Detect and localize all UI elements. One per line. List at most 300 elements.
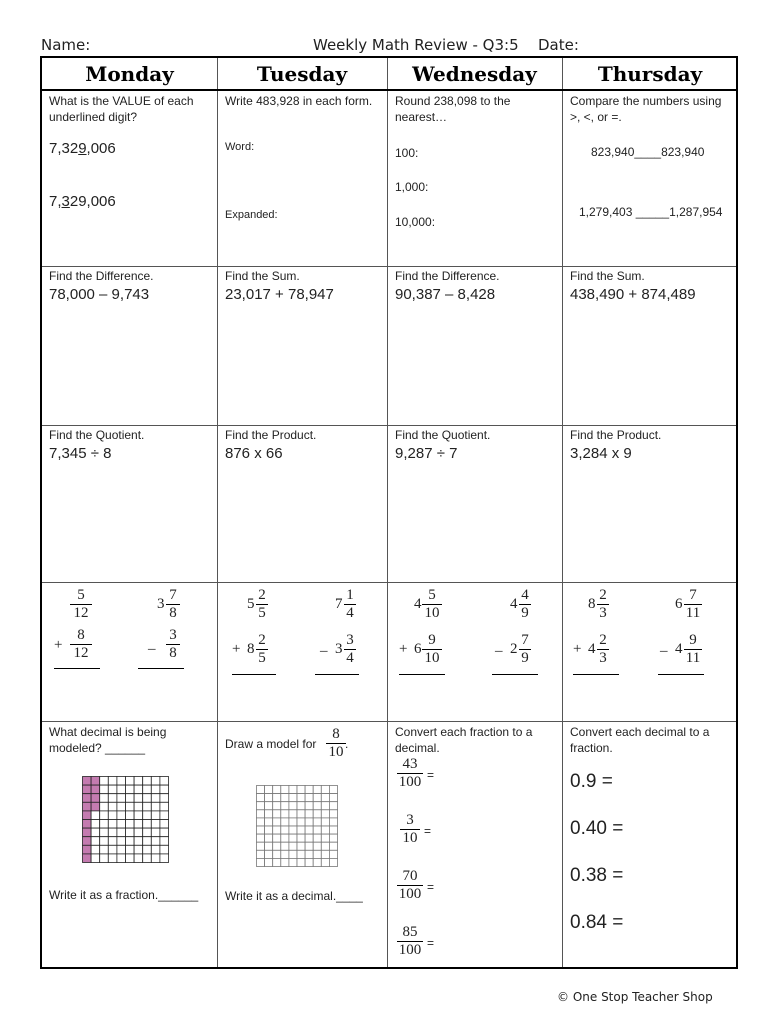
grid-square [134, 811, 143, 820]
grid-square [281, 826, 289, 834]
grid-square [321, 850, 329, 858]
grid-square [265, 826, 273, 834]
grid-square [117, 837, 126, 846]
grid-square [126, 837, 135, 846]
grid-square [281, 786, 289, 794]
whole-number: 5 [247, 596, 255, 612]
mon-r3-expr: 7,345 ÷ 8 [49, 445, 112, 462]
plus-sign: + [232, 641, 241, 657]
grid-square [281, 818, 289, 826]
grid-square [265, 850, 273, 858]
wed-round-10000: 10,000: [395, 215, 436, 229]
grid-square [126, 828, 135, 837]
fraction: $\frac{9}{11}$ [685, 632, 701, 666]
decimal-model-grid [82, 776, 170, 864]
minus-sign: – [495, 643, 503, 659]
whole-number: 8 [588, 596, 596, 612]
grid-square [273, 818, 281, 826]
whole-number: 2 [510, 641, 518, 657]
grid-square [265, 818, 273, 826]
grid-square [321, 794, 329, 802]
fraction: $\frac{8}{12}$ [70, 627, 92, 662]
grid-square [126, 777, 135, 786]
fraction: $\frac{3}{4}$ [344, 632, 356, 667]
grid-square [281, 834, 289, 842]
grid-square [257, 834, 265, 842]
grid-square [126, 811, 135, 820]
day-header-wednesday: Wednesday [412, 62, 537, 86]
grid-square [134, 854, 143, 863]
grid-square [297, 858, 305, 866]
grid-square [289, 810, 297, 818]
grid-square [329, 818, 337, 826]
grid-square [91, 820, 100, 829]
wed-round-1000: 1,000: [395, 180, 429, 194]
grid-square [313, 802, 321, 810]
grid-square [143, 802, 152, 811]
grid-square [151, 811, 160, 820]
wed-r3-expr: 9,287 ÷ 7 [395, 445, 458, 462]
whole-number: 4 [414, 596, 422, 612]
grid-square [100, 802, 109, 811]
plus-sign: + [54, 637, 63, 653]
equals-sign: = [427, 880, 435, 894]
fraction: $\frac{7}{11}$ [685, 587, 701, 621]
tue-r2-expr: 23,017 + 78,947 [225, 286, 334, 303]
wed-r1-prompt: Round 238,098 to the nearest… [395, 94, 511, 124]
grid-square [160, 777, 169, 786]
grid-square [305, 786, 313, 794]
grid-square [160, 845, 169, 854]
grid-square [305, 794, 313, 802]
shaded-square [91, 777, 100, 786]
fraction: $\frac{2}{3}$ [597, 632, 609, 667]
grid-square [273, 794, 281, 802]
thu-r3-label: Find the Product. [570, 428, 662, 442]
grid-square [329, 810, 337, 818]
grid-square [281, 794, 289, 802]
day-header-monday: Monday [85, 62, 174, 86]
grid-square [289, 858, 297, 866]
row-divider [42, 721, 736, 722]
grid-square [100, 811, 109, 820]
mon-r1-number2: 7,329,006 [49, 193, 116, 210]
grid-square [273, 810, 281, 818]
grid-square [151, 820, 160, 829]
grid-square [297, 826, 305, 834]
grid-square [257, 842, 265, 850]
grid-square [160, 828, 169, 837]
grid-square [100, 785, 109, 794]
wed-round-100: 100: [395, 146, 419, 160]
grid-square [273, 850, 281, 858]
grid-square [108, 777, 117, 786]
grid-square [265, 802, 273, 810]
grid-square [329, 858, 337, 866]
grid-square [289, 786, 297, 794]
grid-square [126, 802, 135, 811]
grid-square [108, 802, 117, 811]
grid-square [297, 850, 305, 858]
grid-square [257, 850, 265, 858]
minus-sign: – [320, 643, 328, 659]
minus-sign: – [660, 643, 668, 659]
whole-number: 3 [335, 641, 343, 657]
grid-square [134, 845, 143, 854]
fraction: $\frac{70}{100}$ [398, 868, 422, 902]
tue-r3-expr: 876 x 66 [225, 445, 283, 462]
tue-r2-label: Find the Sum. [225, 269, 300, 283]
grid-square [321, 858, 329, 866]
shaded-square [91, 785, 100, 794]
plus-sign: + [399, 641, 408, 657]
grid-square [117, 854, 126, 863]
grid-square [329, 826, 337, 834]
answer-line [658, 674, 704, 675]
minus-sign: – [148, 641, 156, 657]
footer-copyright: © One Stop Teacher Shop [557, 990, 713, 1004]
grid-square [117, 794, 126, 803]
grid-square [108, 785, 117, 794]
grid-square [160, 854, 169, 863]
wed-r5-prompt: Convert each fraction to a decimal. [395, 725, 533, 755]
grid-square [117, 802, 126, 811]
grid-square [305, 810, 313, 818]
grid-square [108, 828, 117, 837]
grid-square [321, 834, 329, 842]
grid-square [160, 820, 169, 829]
grid-square [126, 820, 135, 829]
answer-line [399, 674, 445, 675]
grid-square [329, 834, 337, 842]
date-label: Date: [538, 36, 579, 54]
fraction: $\frac{2}{5}$ [256, 587, 268, 622]
grid-square [151, 794, 160, 803]
wed-r3-label: Find the Quotient. [395, 428, 491, 442]
tue-r3-label: Find the Product. [225, 428, 317, 442]
whole-number: 4 [588, 641, 596, 657]
grid-square [257, 810, 265, 818]
grid-square [108, 794, 117, 803]
thu-r2-expr: 438,490 + 874,489 [570, 286, 696, 303]
grid-square [265, 842, 273, 850]
grid-square [134, 794, 143, 803]
grid-square [313, 850, 321, 858]
shaded-square [83, 854, 92, 863]
header-divider [42, 89, 736, 91]
grid-square [313, 834, 321, 842]
answer-line [315, 674, 359, 675]
grid-square [108, 820, 117, 829]
grid-square [143, 820, 152, 829]
answer-line [492, 674, 538, 675]
whole-number: 3 [157, 596, 165, 612]
thu-decimal-2: 0.40 = [570, 818, 624, 839]
grid-square [297, 842, 305, 850]
grid-square [305, 842, 313, 850]
grid-square [273, 826, 281, 834]
answer-line [232, 674, 276, 675]
grid-square [329, 850, 337, 858]
grid-square [160, 811, 169, 820]
grid-square [313, 818, 321, 826]
wed-r2-expr: 90,387 – 8,428 [395, 286, 496, 303]
column-divider [387, 58, 388, 967]
thu-r3-expr: 3,284 x 9 [570, 445, 632, 462]
grid-square [143, 837, 152, 846]
grid-square [281, 842, 289, 850]
mon-r2-expr: 78,000 – 9,743 [49, 286, 150, 303]
empty-model-grid [256, 785, 339, 868]
mon-r1-prompt: What is the VALUE of each underlined digit? [49, 94, 194, 124]
whole-number: 7 [335, 596, 343, 612]
tue-decimal-prompt: Write it as a decimal.____ [225, 889, 363, 903]
grid-square [100, 837, 109, 846]
grid-square [143, 777, 152, 786]
fraction: $\frac{3}{8}$ [166, 627, 180, 662]
grid-square [151, 828, 160, 837]
fraction: $\frac{2}{5}$ [256, 632, 268, 667]
grid-square [108, 854, 117, 863]
grid-square [305, 850, 313, 858]
grid-square [265, 810, 273, 818]
grid-square [305, 802, 313, 810]
day-header-tuesday: Tuesday [256, 62, 348, 86]
grid-square [321, 810, 329, 818]
grid-square [321, 786, 329, 794]
thu-r5-prompt: Convert each decimal to a fraction. [570, 725, 710, 755]
fraction: $\frac{7}{8}$ [166, 587, 180, 622]
grid-square [91, 837, 100, 846]
fraction: $\frac{3}{10}$ [400, 812, 420, 847]
grid-square [91, 854, 100, 863]
grid-square [160, 794, 169, 803]
worksheet-title: Weekly Math Review - Q3:5 [313, 36, 519, 54]
grid-square [305, 826, 313, 834]
row-divider [42, 425, 736, 426]
grid-square [160, 802, 169, 811]
grid-square [257, 858, 265, 866]
grid-square [100, 794, 109, 803]
grid-square [143, 785, 152, 794]
thu-compare-2: 1,279,403 _____1,287,954 [579, 205, 723, 219]
grid-square [297, 834, 305, 842]
fraction: $\frac{5}{10}$ [422, 587, 442, 622]
grid-square [273, 802, 281, 810]
equals-sign: = [424, 824, 432, 838]
grid-square [134, 777, 143, 786]
grid-square [100, 820, 109, 829]
grid-square [160, 785, 169, 794]
grid-square [297, 786, 305, 794]
tue-word-label: Word: [225, 141, 255, 153]
thu-decimal-1: 0.9 = [570, 771, 613, 792]
tue-expanded-label: Expanded: [225, 209, 278, 221]
shaded-square [83, 820, 92, 829]
fraction: $\frac{9}{10}$ [422, 632, 442, 667]
answer-line [138, 668, 184, 669]
answer-line [54, 668, 100, 669]
grid-square [313, 826, 321, 834]
grid-square [321, 802, 329, 810]
grid-square [91, 845, 100, 854]
grid-square [151, 785, 160, 794]
whole-number: 6 [414, 641, 422, 657]
grid-square [143, 845, 152, 854]
shaded-square [83, 794, 92, 803]
grid-square [273, 858, 281, 866]
grid-square [151, 837, 160, 846]
grid-square [297, 810, 305, 818]
grid-square [126, 854, 135, 863]
grid-square [108, 837, 117, 846]
grid-square [297, 802, 305, 810]
grid-square [134, 820, 143, 829]
grid-square [289, 802, 297, 810]
grid-square [281, 810, 289, 818]
equals-sign: = [427, 936, 435, 950]
shaded-square [83, 837, 92, 846]
shaded-square [83, 777, 92, 786]
grid-square [321, 818, 329, 826]
grid-square [273, 786, 281, 794]
grid-square [257, 818, 265, 826]
whole-number: 6 [675, 596, 683, 612]
grid-square [305, 858, 313, 866]
fraction: $\frac{43}{100}$ [398, 756, 422, 790]
grid-square [134, 837, 143, 846]
grid-square [329, 786, 337, 794]
shaded-square [83, 845, 92, 854]
grid-square [108, 811, 117, 820]
grid-square [289, 826, 297, 834]
grid-square [151, 777, 160, 786]
grid-square [321, 826, 329, 834]
grid-square [91, 811, 100, 820]
column-divider [562, 58, 563, 967]
grid-square [313, 842, 321, 850]
grid-square [305, 834, 313, 842]
thu-r1-prompt: Compare the numbers using >, <, or =. [570, 94, 722, 124]
grid-square [289, 850, 297, 858]
grid-square [281, 802, 289, 810]
shaded-square [83, 802, 92, 811]
fraction: $\frac{7}{9}$ [519, 632, 531, 667]
grid-square [257, 802, 265, 810]
grid-square [126, 785, 135, 794]
grid-square [100, 777, 109, 786]
day-header-thursday: Thursday [597, 62, 703, 86]
shaded-square [91, 802, 100, 811]
wed-r2-label: Find the Difference. [395, 269, 500, 283]
grid-square [289, 834, 297, 842]
grid-square [257, 826, 265, 834]
equals-sign: = [427, 768, 435, 782]
grid-square [265, 858, 273, 866]
grid-square [108, 845, 117, 854]
plus-sign: + [573, 641, 582, 657]
grid-square [329, 794, 337, 802]
grid-square [160, 837, 169, 846]
grid-square [289, 818, 297, 826]
review-grid [40, 56, 738, 969]
grid-square [117, 828, 126, 837]
shaded-square [83, 785, 92, 794]
thu-decimal-4: 0.84 = [570, 912, 624, 933]
grid-square [289, 794, 297, 802]
shaded-square [91, 794, 100, 803]
answer-line [573, 674, 619, 675]
grid-square [305, 818, 313, 826]
tue-r1-prompt: Write 483,928 in each form. [225, 94, 373, 108]
grid-square [143, 794, 152, 803]
grid-square [297, 794, 305, 802]
fraction: $\frac{8}{10}$ [326, 726, 346, 761]
name-label: Name: [41, 36, 91, 54]
grid-square [329, 802, 337, 810]
mon-r2-label: Find the Difference. [49, 269, 154, 283]
grid-square [273, 842, 281, 850]
mon-r5-prompt: What decimal is being modeled? ______ [49, 725, 167, 755]
grid-square [257, 794, 265, 802]
grid-square [117, 811, 126, 820]
grid-square [313, 858, 321, 866]
column-divider [217, 58, 218, 967]
fraction: $\frac{1}{4}$ [344, 587, 356, 622]
mon-fraction-prompt: Write it as a fraction.______ [49, 888, 199, 902]
grid-square [126, 845, 135, 854]
fraction: $\frac{85}{100}$ [398, 924, 422, 958]
grid-square [329, 842, 337, 850]
grid-square [126, 794, 135, 803]
grid-square [257, 786, 265, 794]
grid-square [151, 802, 160, 811]
grid-square [313, 786, 321, 794]
grid-square [265, 794, 273, 802]
grid-square [265, 834, 273, 842]
grid-square [117, 820, 126, 829]
grid-square [117, 785, 126, 794]
thu-compare-1: 823,940____823,940 [591, 145, 705, 159]
grid-square [91, 828, 100, 837]
grid-square [313, 794, 321, 802]
grid-square [134, 828, 143, 837]
grid-square [143, 811, 152, 820]
grid-square [100, 828, 109, 837]
grid-square [143, 854, 152, 863]
whole-number: 8 [247, 641, 255, 657]
whole-number: 4 [675, 641, 683, 657]
grid-square [100, 854, 109, 863]
grid-square [289, 842, 297, 850]
row-divider [42, 582, 736, 583]
grid-square [100, 845, 109, 854]
grid-square [134, 785, 143, 794]
grid-square [313, 810, 321, 818]
tue-r5-prompt: Draw a model for [225, 737, 317, 751]
grid-square [134, 802, 143, 811]
fraction: $\frac{2}{3}$ [597, 587, 609, 622]
grid-square [117, 777, 126, 786]
grid-square [117, 845, 126, 854]
whole-number: 4 [510, 596, 518, 612]
fraction: $\frac{4}{9}$ [519, 587, 531, 622]
grid-square [151, 845, 160, 854]
shaded-square [83, 828, 92, 837]
grid-square [297, 818, 305, 826]
grid-square [273, 834, 281, 842]
mon-r1-number1: 7,329,006 [49, 140, 116, 157]
